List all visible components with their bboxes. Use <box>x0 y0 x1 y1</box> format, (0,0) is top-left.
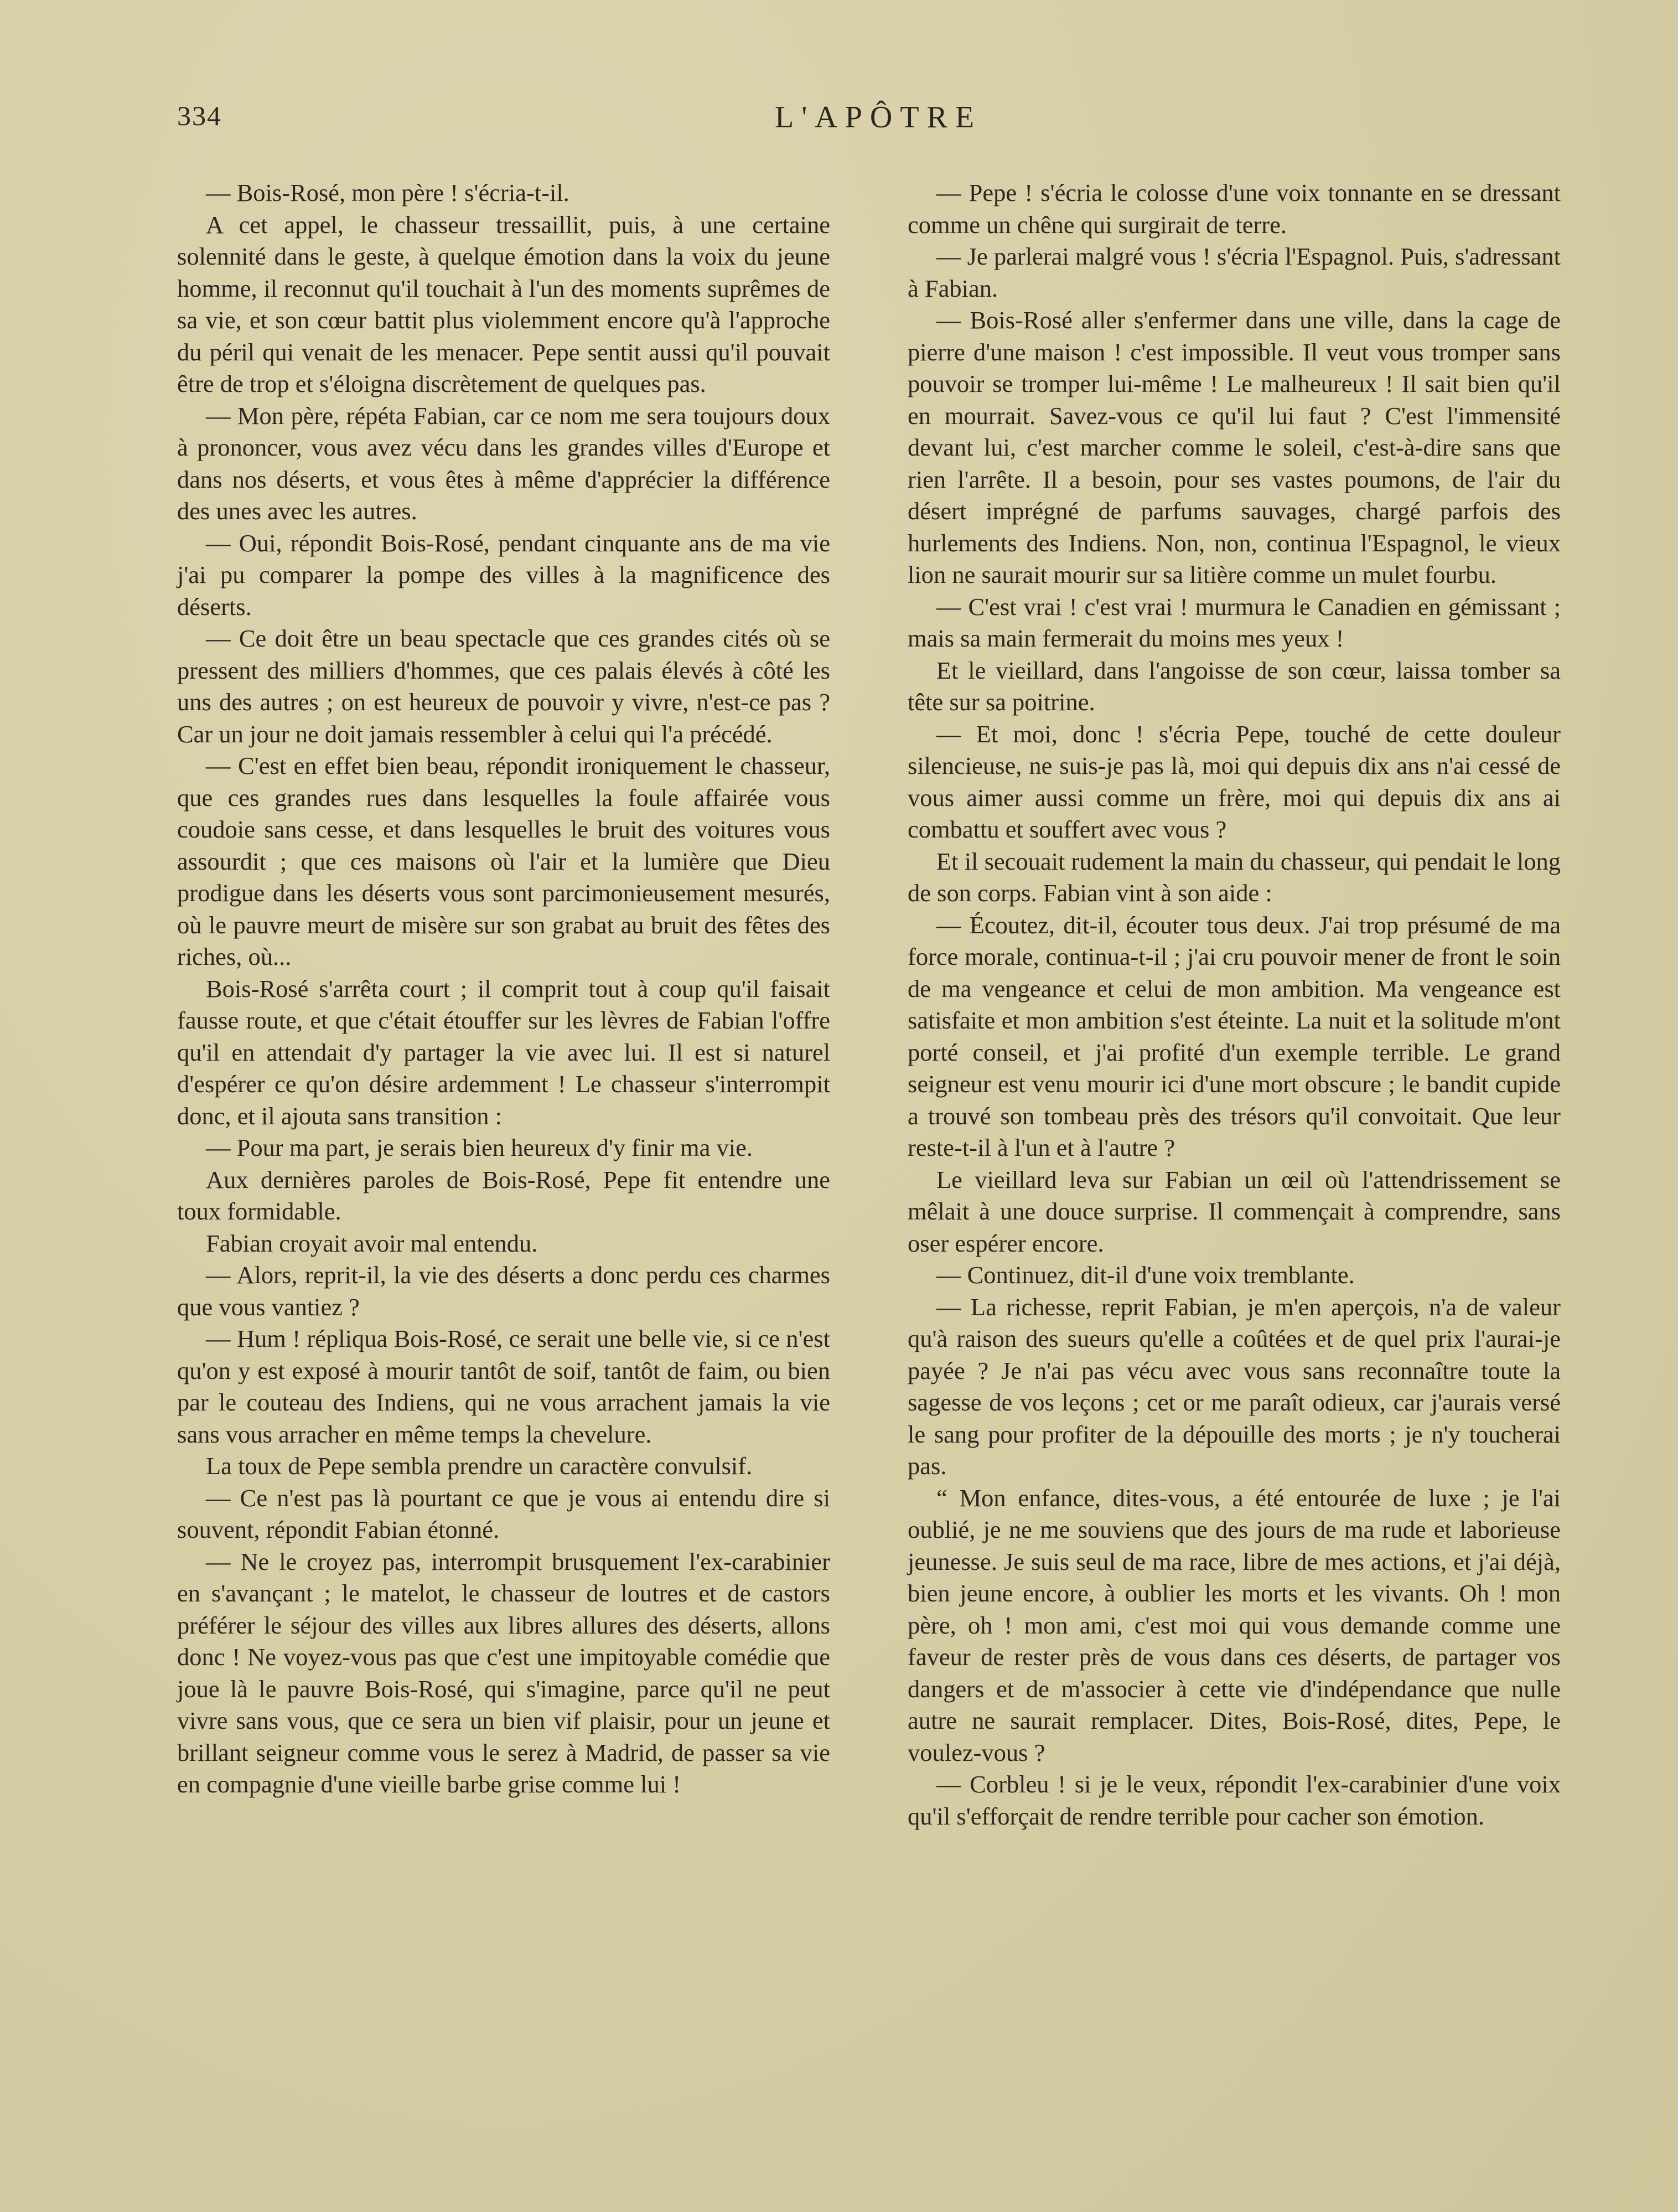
paragraph: Et le vieillard, dans l'angoisse de son cœur, laissa tomber sa tête sur sa poitrine. <box>908 656 1561 716</box>
paragraph: — Bois-Rosé, mon père ! s'écria-t-il. <box>206 179 569 206</box>
right-column <box>908 177 1561 1832</box>
paragraph: — Mon père, répéta Fabian, car ce nom me sera toujours doux à prononcer, vous avez vécu dans les grandes villes d'Europe et dans nos déserts, et vous êtes à même d'apprécier la différence des unes avec les autres. <box>177 401 830 525</box>
paragraph: — Écoutez, dit-il, écouter tous deux. J'ai trop présumé de ma force morale, continua-t-il ; j'ai cru pouvoir mener de front le soin de ma vengeance et celui de mon ambition. Ma vengeance est satisfaite et mon ambition s'est éteinte. La nuit et la solitude m'ont porté conseil, et j'ai profité d'un exemple terrible. Le grand seigneur est venu mourir ici d'une mort obscure ; le bandit cupide a trouvé son tombeau près des trésors qu'il convoitait. Que leur reste-t-il à l'un et à l'autre ? <box>908 911 1561 1161</box>
paragraph: — Ne le croyez pas, interrompit brusquement l'ex-carabinier en s'avançant ; le matelot, le chasseur de loutres et de castors préférer le séjour des villes aux libres allures des déserts, allons donc ! Ne voyez-vous pas que c'est une impitoyable comédie que joue là le pauvre Bois-Rosé, qui s'imagine, parce qu'il ne peut vivre sans vous, que ce sera un bien vif plaisir, pour un jeune et brillant seigneur comme vous le serez à Madrid, de passer sa vie en compagnie d'une vieille barbe grise comme lui ! <box>177 1547 830 1798</box>
paragraph: “ Mon enfance, dites-vous, a été entourée de luxe ; je l'ai oublié, je ne me souviens que des jours de ma rude et laborieuse jeunesse. Je suis seul de ma race, libre de mes actions, et j'ai déjà, bien jeune encore, à oublier les morts et les vivants. Oh ! mon père, oh ! mon ami, c'est moi qui vous demande comme une faveur de rester près de vous dans ces déserts, de partager vos dangers et de m'associer à cette vie d'indépendance que nulle autre ne saurait remplacer. Dites, Bois-Rosé, dites, Pepe, le voulez-vous ? <box>908 1484 1561 1766</box>
page-number: 334 <box>177 100 222 131</box>
paragraph: — Oui, répondit Bois-Rosé, pendant cinquante ans de ma vie j'ai pu comparer la pompe des villes à la magnificence des déserts. <box>177 529 830 621</box>
paragraph: Fabian croyait avoir mal entendu. <box>206 1229 538 1257</box>
paragraph: — Je parlerai malgré vous ! s'écria l'Espagnol. Puis, s'adressant à Fabian. <box>908 242 1561 302</box>
paragraph: — La richesse, reprit Fabian, je m'en aperçois, n'a de valeur qu'à raison des sueurs qu'elle a coûtées et de quel prix l'aurai-je payée ? Je n'ai pas vécu avec vous sans reconnaître toute la sagesse de vos leçons ; cet or me paraît odieux, car j'aurais versé le sang pour profiter de la dépouille des morts ; je n'y toucherai pas. <box>908 1293 1561 1480</box>
page-header <box>177 100 1501 144</box>
left-column <box>177 177 830 1801</box>
paragraph: — Bois-Rosé aller s'enfermer dans une ville, dans la cage de pierre d'une maison ! c'est impossible. Il veut vous tromper sans pouvoir se tromper lui-même ! Le malheureux ! Il sait bien qu'il en mourrait. Savez-vous ce qu'il lui faut ? C'est l'immensité devant lui, c'est marcher comme le soleil, c'est-à-dire sans que rien l'arrête. Il a besoin, pour ses vastes poumons, de l'air du désert imprégné de parfums sauvages, chargé parfois des hurlements des Indiens. Non, non, continua l'Espagnol, le vieux lion ne saurait mourir sur sa litière comme un mulet fourbu. <box>908 306 1561 588</box>
paragraph: — C'est en effet bien beau, répondit ironiquement le chasseur, que ces grandes rues dans lesquelles la foule affairée vous coudoie sans cesse, et dans lesquelles le bruit des voitures vous assourdit ; que ces maisons où l'air et la lumière que Dieu prodigue dans les déserts vous sont parcimonieusement mesurés, où le pauvre meurt de misère sur son grabat au bruit des fêtes des riches, où... <box>177 752 830 970</box>
paragraph: — Et moi, donc ! s'écria Pepe, touché de cette douleur silencieuse, ne suis-je pas là, moi qui depuis dix ans n'ai cessé de vous aimer aussi comme un frère, moi qui depuis dix ans ai combattu et souffert avec vous ? <box>908 720 1561 843</box>
paragraph: Le vieillard leva sur Fabian un œil où l'attendrissement se mêlait à une douce surprise. Il commençait à comprendre, sans oser espérer encore. <box>908 1165 1561 1257</box>
paragraph: — Hum ! répliqua Bois-Rosé, ce serait une belle vie, si ce n'est qu'on y est exposé à mourir tantôt de soif, tantôt de faim, ou bien par le couteau des Indiens, qui ne vous arrachent jamais la vie sans vous arracher en même temps la chevelure. <box>177 1325 830 1448</box>
paragraph: — Corbleu ! si je le veux, répondit l'ex-carabinier d'une voix qu'il s'efforçait de rendre terrible pour cacher son émotion. <box>908 1770 1561 1830</box>
paragraph: — Ce n'est pas là pourtant ce que je vous ai entendu dire si souvent, répondit Fabian étonné. <box>177 1484 830 1543</box>
paragraph: Et il secouait rudement la main du chasseur, qui pendait le long de son corps. Fabian vint à son aide : <box>908 847 1561 907</box>
paragraph: — C'est vrai ! c'est vrai ! murmura le Canadien en gémissant ; mais sa main fermerait du moins mes yeux ! <box>908 592 1561 652</box>
paragraph: La toux de Pepe sembla prendre un caractère convulsif. <box>206 1452 753 1480</box>
paragraph: Bois-Rosé s'arrêta court ; il comprit tout à coup qu'il faisait fausse route, et que c'était étouffer sur les lèvres de Fabian l'offre qu'il en attendait d'y partager la vie avec lui. Il est si naturel d'espérer ce qu'on désire ardemment ! Le chasseur s'interrompit donc, et il ajouta sans transition : <box>177 974 830 1130</box>
paragraph: — Alors, reprit-il, la vie des déserts a donc perdu ces charmes que vous vantiez ? <box>177 1261 830 1321</box>
running-title: L'APÔTRE <box>775 100 982 135</box>
paragraph: Aux dernières paroles de Bois-Rosé, Pepe fit entendre une toux formidable. <box>177 1165 830 1225</box>
paragraph: — Continuez, dit-il d'une voix tremblante. <box>936 1261 1355 1289</box>
paragraph: A cet appel, le chasseur tressaillit, puis, à une certaine solennité dans le geste, à quelque émotion dans la voix du jeune homme, il reconnut qu'il touchait à l'un des moments suprêmes de sa vie, et son cœur battit plus violemment encore qu'à l'approche du péril qui venait de les menacer. Pepe sentit aussi qu'il pouvait être de trop et s'éloigna discrètement de quelques pas. <box>177 210 830 397</box>
paragraph: — Pepe ! s'écria le colosse d'une voix tonnante en se dressant comme un chêne qui surgirait de terre. <box>908 179 1561 239</box>
paragraph: — Pour ma part, je serais bien heureux d'y finir ma vie. <box>206 1134 753 1161</box>
paragraph: — Ce doit être un beau spectacle que ces grandes cités où se pressent des milliers d'hommes, que ces palais élevés à côté les uns des autres ; on est heureux de pouvoir y vivre, n'est-ce pas ? Car un jour ne doit jamais ressembler à celui qui l'a précédé. <box>177 624 830 748</box>
